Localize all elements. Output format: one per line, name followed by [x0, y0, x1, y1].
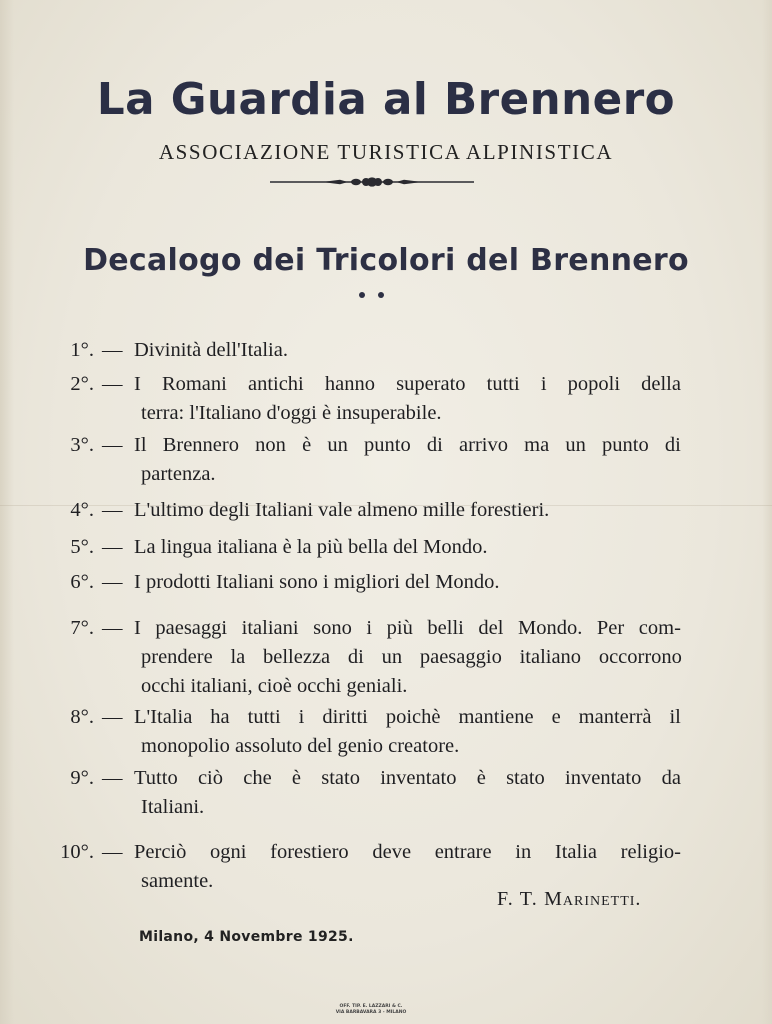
word: Per — [596, 617, 625, 639]
word: I — [134, 617, 141, 639]
item-text-first-line: La lingua italiana è la più bella del Mondo. — [134, 536, 488, 558]
item-number: 1°. — [70, 339, 94, 361]
item-number: 5°. — [70, 536, 94, 558]
word: di — [664, 434, 681, 456]
word: ogni — [210, 841, 247, 863]
word: stato — [321, 767, 360, 789]
item-text-continuation-line — [141, 643, 682, 672]
item-dash: — — [102, 434, 123, 456]
word: inventato — [565, 767, 642, 789]
word: ma — [524, 434, 550, 456]
item-text-first-line — [134, 614, 681, 643]
item-dash: — — [102, 339, 123, 361]
word: Mondo. — [518, 617, 583, 639]
word: di — [426, 434, 443, 456]
item-text-first-line — [134, 838, 681, 867]
word: sono — [313, 617, 352, 639]
word: è — [302, 434, 312, 456]
word: un — [381, 646, 403, 668]
word: religio- — [620, 841, 681, 863]
word: punto — [602, 434, 649, 456]
item-text-first-line: I prodotti Italiani sono i migliori del Mondo. — [134, 571, 500, 593]
item-text-first-line — [134, 764, 681, 793]
item-dash: — — [102, 617, 123, 639]
word: punto — [364, 434, 411, 456]
item-dash: — — [102, 536, 123, 558]
word: hanno — [324, 373, 375, 395]
item-text-continuation-line: monopolio assoluto del genio creatore. — [141, 735, 460, 757]
word: popoli — [567, 373, 621, 395]
word: un — [565, 434, 586, 456]
word: occorrono — [598, 646, 682, 668]
word: i — [366, 617, 373, 639]
word: italiano — [519, 646, 582, 668]
item-text-continuation-line: occhi italiani, cioè occhi geniali. — [141, 675, 408, 697]
item-text-first-line: Divinità dell'Italia. — [134, 339, 288, 361]
item-text-first-line: L'ultimo degli Italiani vale almeno mille forestieri. — [134, 499, 550, 521]
item-text-first-line — [134, 370, 681, 399]
word: bellezza — [263, 646, 331, 668]
author-initials: F. T. — [497, 888, 538, 910]
word: ha — [210, 706, 230, 728]
item-number: 10°. — [60, 841, 94, 863]
word: tutti — [247, 706, 281, 728]
double-dot-ornament-icon — [354, 290, 390, 300]
word: poichè — [385, 706, 441, 728]
item-number: 3°. — [70, 434, 94, 456]
item-dash: — — [102, 841, 123, 863]
word: Tutto — [134, 767, 178, 789]
item-number: 8°. — [70, 706, 94, 728]
word: Il — [134, 434, 147, 456]
word: tutti — [486, 373, 520, 395]
author-signature — [497, 888, 641, 911]
item-number: 2°. — [70, 373, 94, 395]
word: deve — [372, 841, 412, 863]
item-text-first-line — [134, 431, 681, 460]
author-surname: Marinetti. — [544, 888, 642, 910]
date-line: Milano, 4 Novembre 1925. — [139, 929, 354, 945]
word: di — [347, 646, 364, 668]
word: prendere — [141, 646, 213, 668]
word: Italia — [554, 841, 597, 863]
word: i — [298, 706, 305, 728]
word: da — [661, 767, 681, 789]
item-text-continuation-line: samente. — [141, 870, 214, 892]
word: e — [551, 706, 561, 728]
item-dash: — — [102, 373, 123, 395]
word: diritti — [322, 706, 368, 728]
item-text-continuation-line: Italiani. — [141, 796, 205, 818]
word: L'Italia — [134, 706, 193, 728]
word: paesaggi — [155, 617, 228, 639]
word: i — [540, 373, 547, 395]
item-number: 9°. — [70, 767, 94, 789]
item-dash: — — [102, 571, 123, 593]
decalogue-heading: Decalogo dei Tricolori del Brennero — [83, 243, 689, 278]
word: è — [476, 767, 486, 789]
word: più — [386, 617, 413, 639]
word: Perciò — [134, 841, 187, 863]
word: stato — [506, 767, 545, 789]
item-dash: — — [102, 499, 123, 521]
word: ciò — [197, 767, 223, 789]
word: il — [669, 706, 681, 728]
word: Brennero — [162, 434, 239, 456]
word: com- — [638, 617, 681, 639]
word: manterrà — [578, 706, 652, 728]
word: italiani — [241, 617, 299, 639]
word: arrivo — [459, 434, 508, 456]
printer-line: VIA BARBAVARA 3 - MILANO — [335, 1010, 407, 1015]
item-number: 7°. — [70, 617, 94, 639]
word: in — [515, 841, 532, 863]
item-text-continuation-line: partenza. — [141, 463, 216, 485]
word: un — [327, 434, 348, 456]
word: è — [291, 767, 302, 789]
word: Romani — [161, 373, 227, 395]
word: antichi — [247, 373, 304, 395]
word: belli — [427, 617, 464, 639]
ornamental-rule-icon — [270, 176, 474, 188]
poster-title: La Guardia al Brennero — [96, 74, 676, 125]
word: del — [478, 617, 504, 639]
item-text-continuation-line: terra: l'Italiano d'oggi è insuperabile. — [141, 402, 442, 424]
word: superato — [396, 373, 466, 395]
association-subtitle: ASSOCIAZIONE TURISTICA ALPINISTICA — [158, 140, 614, 164]
printer-line: OFF. TIP. E. LAZZARI & C. — [339, 1004, 403, 1009]
word: mantiene — [458, 706, 534, 728]
word: I — [134, 373, 141, 395]
word: della — [641, 373, 681, 395]
word: non — [255, 434, 286, 456]
item-number: 6°. — [70, 571, 94, 593]
word: entrare — [434, 841, 492, 863]
item-number: 4°. — [70, 499, 94, 521]
item-dash: — — [102, 767, 123, 789]
printer-imprint — [326, 1004, 416, 1016]
word: forestiero — [270, 841, 349, 863]
word: che — [243, 767, 272, 789]
item-text-first-line — [134, 703, 681, 732]
word: inventato — [380, 767, 457, 789]
word: paesaggio — [419, 646, 502, 668]
item-dash: — — [102, 706, 123, 728]
word: la — [230, 646, 246, 668]
